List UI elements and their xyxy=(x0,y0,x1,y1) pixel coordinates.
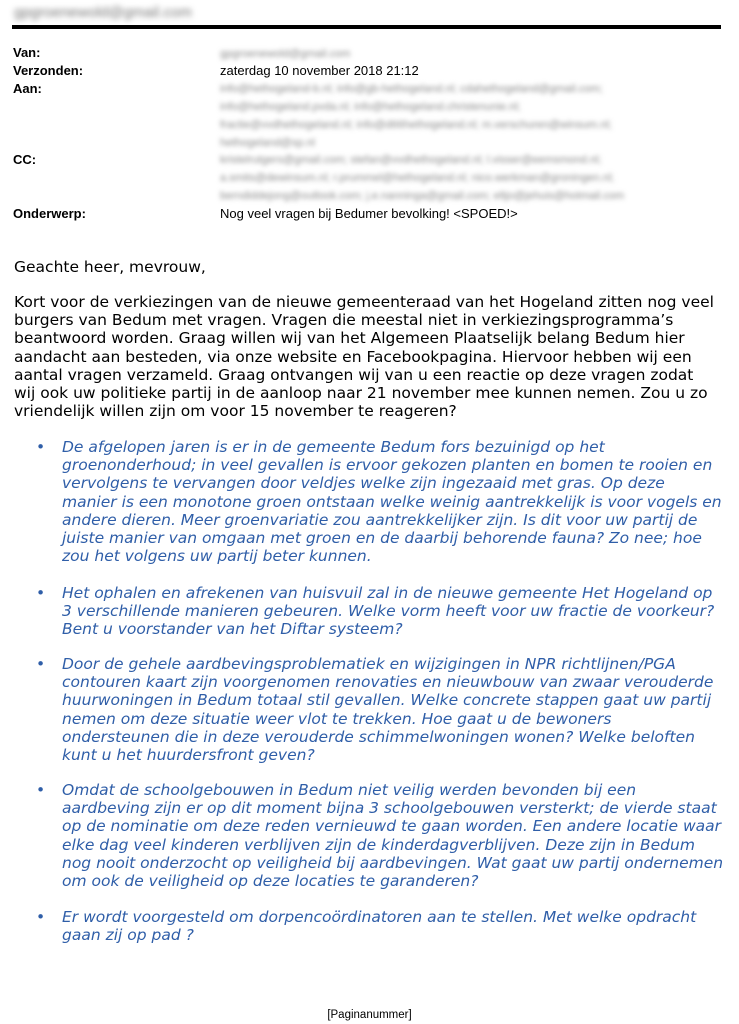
cc-recipients xyxy=(220,151,624,205)
question-text: Er wordt voorgesteld om dorpencoördinatoren aan te stellen. Met welke opdracht gaan zij op pad ? xyxy=(62,908,697,945)
list-item xyxy=(36,655,724,765)
onderwerp-value: Nog veel vragen bij Bedumer bevolking! <SPOED!> xyxy=(220,206,518,221)
bullet-icon: • xyxy=(36,438,46,456)
header-divider xyxy=(12,25,721,29)
question-text: De afgelopen jaren is er in de gemeente Bedum fors bezuinigd op het groenonderhoud; in veel gevallen is ervoor gekozen planten en bomen te rooien en vervolgens te vervangen door veldjes welke zijn ingezaaid met gras. Op deze manier is een monotone groen ontstaan welke weinig aantrekkelijk is voor vogels en andere dieren. Meer groenvariatie zou aantrekkelijker zijn. Is dit voor uw partij de juiste manier van omgaan met groen en de daarbij behorende fauna? Zo nee; hoe zou het volgens uw partij beter kunnen. xyxy=(62,438,722,566)
page-number-footer: [Paginanummer] xyxy=(327,1009,412,1021)
bullet-icon: • xyxy=(36,908,46,926)
list-item xyxy=(36,584,724,639)
cc-label: CC: xyxy=(13,152,37,167)
aan-recipients xyxy=(220,80,612,152)
bullet-icon: • xyxy=(36,655,46,673)
verzonden-label: Verzonden: xyxy=(13,63,84,78)
onderwerp-label: Onderwerp: xyxy=(13,206,86,221)
aan-label: Aan: xyxy=(13,81,42,96)
list-item xyxy=(36,908,724,945)
list-item xyxy=(36,438,724,566)
question-text: Omdat de schoolgebouwen in Bedum niet veilig werden bevonden bij een aardbeving zijn er op dit moment bijna 3 schoolgebouwen versterkt; de vierde staat op de nominatie om deze reden vernieuwd te gaan worden. Een andere locatie waar elke dag veel kinderen verblijven zijn de kinderdagverblijven. Deze zijn in Bedum nog nooit onderzocht op veiligheid bij aardbevingen. Wat gaat uw partij ondernemen om ook de veiligheid op deze locaties te garanderen? xyxy=(62,781,724,891)
aan-line: info@hethogeland-b.nl; info@gb-hethogeland.nl; cdahethogeland@gmail.com; xyxy=(220,83,603,95)
greeting: Geachte heer, mevrouw, xyxy=(14,258,206,276)
list-item xyxy=(36,781,724,891)
van-label: Van: xyxy=(13,45,41,60)
cc-line: kristelrutgers@gmail.com; stefan@vvdhethogeland.nl; l.visser@eemsmond.nl; xyxy=(220,154,602,166)
cc-line: berndiddejong@outlook.com; j.e.nanninga@gmail.com; eltjo@jehuis@hotmail.com xyxy=(220,190,625,202)
aan-line: info@hethogeland.pvda.nl; info@hethogeland.christenunie.nl; xyxy=(220,101,521,113)
question-text: Door de gehele aardbevingsproblematiek en wijzigingen in NPR richtlijnen/PGA contouren kaart zijn voorgenomen renovaties en nieuwbouw van zwaar verouderde huurwoningen in Bedum totaal stil gevallen. Welke concrete stappen gaat uw partij nemen om deze situatie weer vlot te trekken. Hoe gaat u de bewoners ondersteunen die in deze verouderde schimmelwoningen wonen? Welke beloften kunt u het huurdersfront geven? xyxy=(62,655,714,765)
bullet-icon: • xyxy=(36,584,46,602)
intro-paragraph: Kort voor de verkiezingen van de nieuwe gemeenteraad van het Hogeland zitten nog veel burgers van Bedum met vragen. Vragen die meestal niet in verkiezingsprogramma’s beantwoord worden. Graag willen wij van het Algemeen Plaatselijk belang Bedum hier aandacht aan besteden, via onze website en Facebookpagina. Hiervoor hebben wij een aantal vragen verzameld. Graag ontvangen wij van u een reactie op deze vragen zodat wij ook uw politieke partij in de aanloop naar 21 november mee kunnen nemen. Zou u zo vriendelijk willen zijn om voor 15 november te reageren? xyxy=(14,293,714,421)
van-value xyxy=(220,44,350,63)
aan-line: hethogeland@sp.nl xyxy=(220,137,315,149)
bullet-icon: • xyxy=(36,781,46,799)
cc-line: a.smits@dewinsum.nl; r.prummel@hethogeland.nl; nico.werkman@groningen.nl; xyxy=(220,172,615,184)
question-text: Het ophalen en afrekenen van huisvuil zal in de nieuwe gemeente Het Hogeland op 3 verschillende manieren gebeuren. Welke vorm heeft voor uw fractie de voorkeur? Bent u voorstander van het Diftar systeem? xyxy=(62,584,715,639)
sender-address-header: gpgroenewold@gmail.com xyxy=(14,4,192,21)
verzonden-value: zaterdag 10 november 2018 21:12 xyxy=(220,63,419,78)
van-address: gpgroenewold@gmail.com xyxy=(220,48,351,60)
aan-line: fractie@vvdhethogeland.nl; info@d66hethogeland.nl; m.verschuren@winsum.nl; xyxy=(220,119,612,131)
